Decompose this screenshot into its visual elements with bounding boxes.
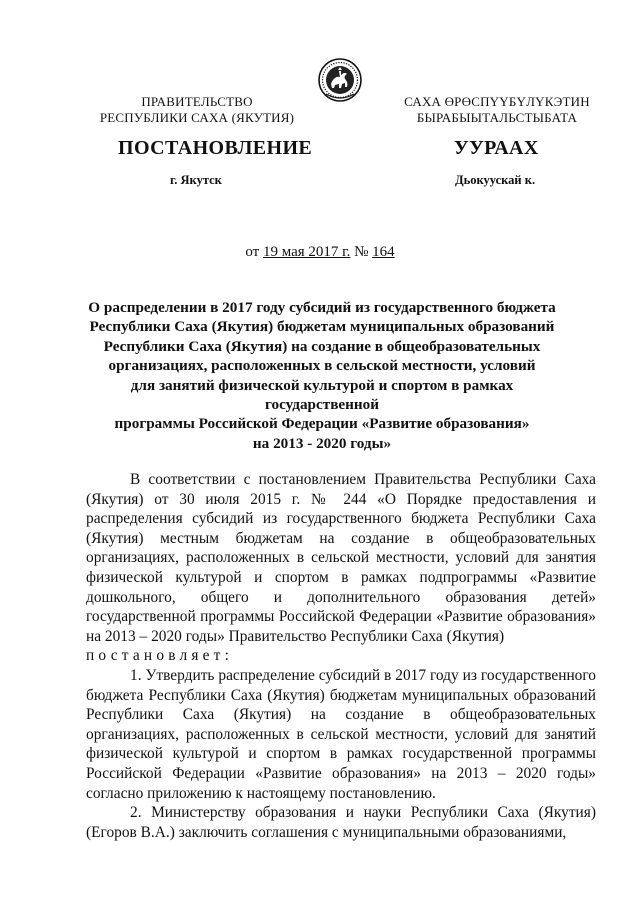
republic-emblem-icon — [318, 56, 362, 104]
heading-line: О распределении в 2017 году субсидий из государственного бюджета — [88, 299, 556, 316]
intro-text: В соответствии с постановлением Правительства Республики Саха (Якутия) от 30 июля 2015 г. № 244 «О Порядке предоставления и распределения субсидий из государственного бюджета Республики Саха (Якутия) местным бюджетам на создание в общеобразовательных организациях, расположенных в сельской местности, условий для занятия физической культурой и спортом в рамках подпрограммы «Развитие дошкольного, общего и дополнительного образования детей» государственной программы Российской Федерации «Развитие образования» на 2013 – 2020 годы» Правительство Республики Саха (Якутия) — [86, 471, 596, 645]
document-number: 164 — [372, 244, 395, 260]
item-2-paragraph: 2. Министерству образования и науки Республики Саха (Якутия) (Егоров В.А.) заключить соглашения с муниципальными образованиями, — [86, 804, 596, 841]
item-1-paragraph: 1. Утвердить распределение субсидий в 2017 году из государственного бюджета Республики Саха (Якутия) бюджетам муниципальных образований Республики Саха (Якутия) на создание в общеобразовательных организациях, расположенных в сельской местности, условий для занятий физической культурой и спортом в рамках государственной программы Российской Федерации «Развитие образования» на 2013 – 2020 годы» согласно приложению к настоящему постановлению. — [86, 666, 596, 802]
header-left-line1: ПРАВИТЕЛЬСТВО — [141, 94, 253, 109]
header-left-line2: РЕСПУБЛИКИ САХА (ЯКУТИЯ) — [99, 110, 295, 125]
heading-line: Республики Саха (Якутия) бюджетам муниципальных образований — [89, 318, 555, 336]
number-sign: № — [354, 244, 369, 260]
decree-line — [86, 646, 596, 666]
dateline-prefix: от — [245, 244, 260, 260]
header-right-line1: САХА ӨРӨСПҮҮБҮЛҮКЭТИН — [404, 94, 590, 109]
city-russian: г. Якутск — [170, 173, 222, 187]
heading-line: Республики Саха (Якутия) на создание в общеобразовательных — [103, 337, 541, 355]
decree-word: постановляет: — [86, 647, 234, 665]
doc-type-yakut: УУРААХ — [454, 137, 539, 159]
heading-line: программы Российской Федерации «Развитие образования» — [114, 415, 530, 433]
heading-line: организациях, расположенных в сельской местности, условий — [108, 357, 536, 375]
header-right-line2: БЫРАБЫЫТАЛЬСТЫБАТА — [416, 110, 578, 125]
doc-type-russian: ПОСТАНОВЛЕНИЕ — [118, 137, 313, 159]
document-date: 19 мая 2017 г. — [262, 244, 351, 260]
government-header-yakut — [382, 94, 612, 126]
intro-paragraph — [86, 470, 596, 646]
heading-line: для занятий физической культурой и спортом в рамках государственной — [130, 376, 514, 414]
government-header-russian — [82, 94, 312, 126]
city-yakut: Дьокуускай к. — [455, 173, 536, 187]
heading-line: на 2013 - 2020 годы» — [252, 434, 392, 452]
document-body — [86, 470, 596, 842]
document-dateline — [0, 244, 640, 261]
document-heading — [86, 298, 558, 453]
